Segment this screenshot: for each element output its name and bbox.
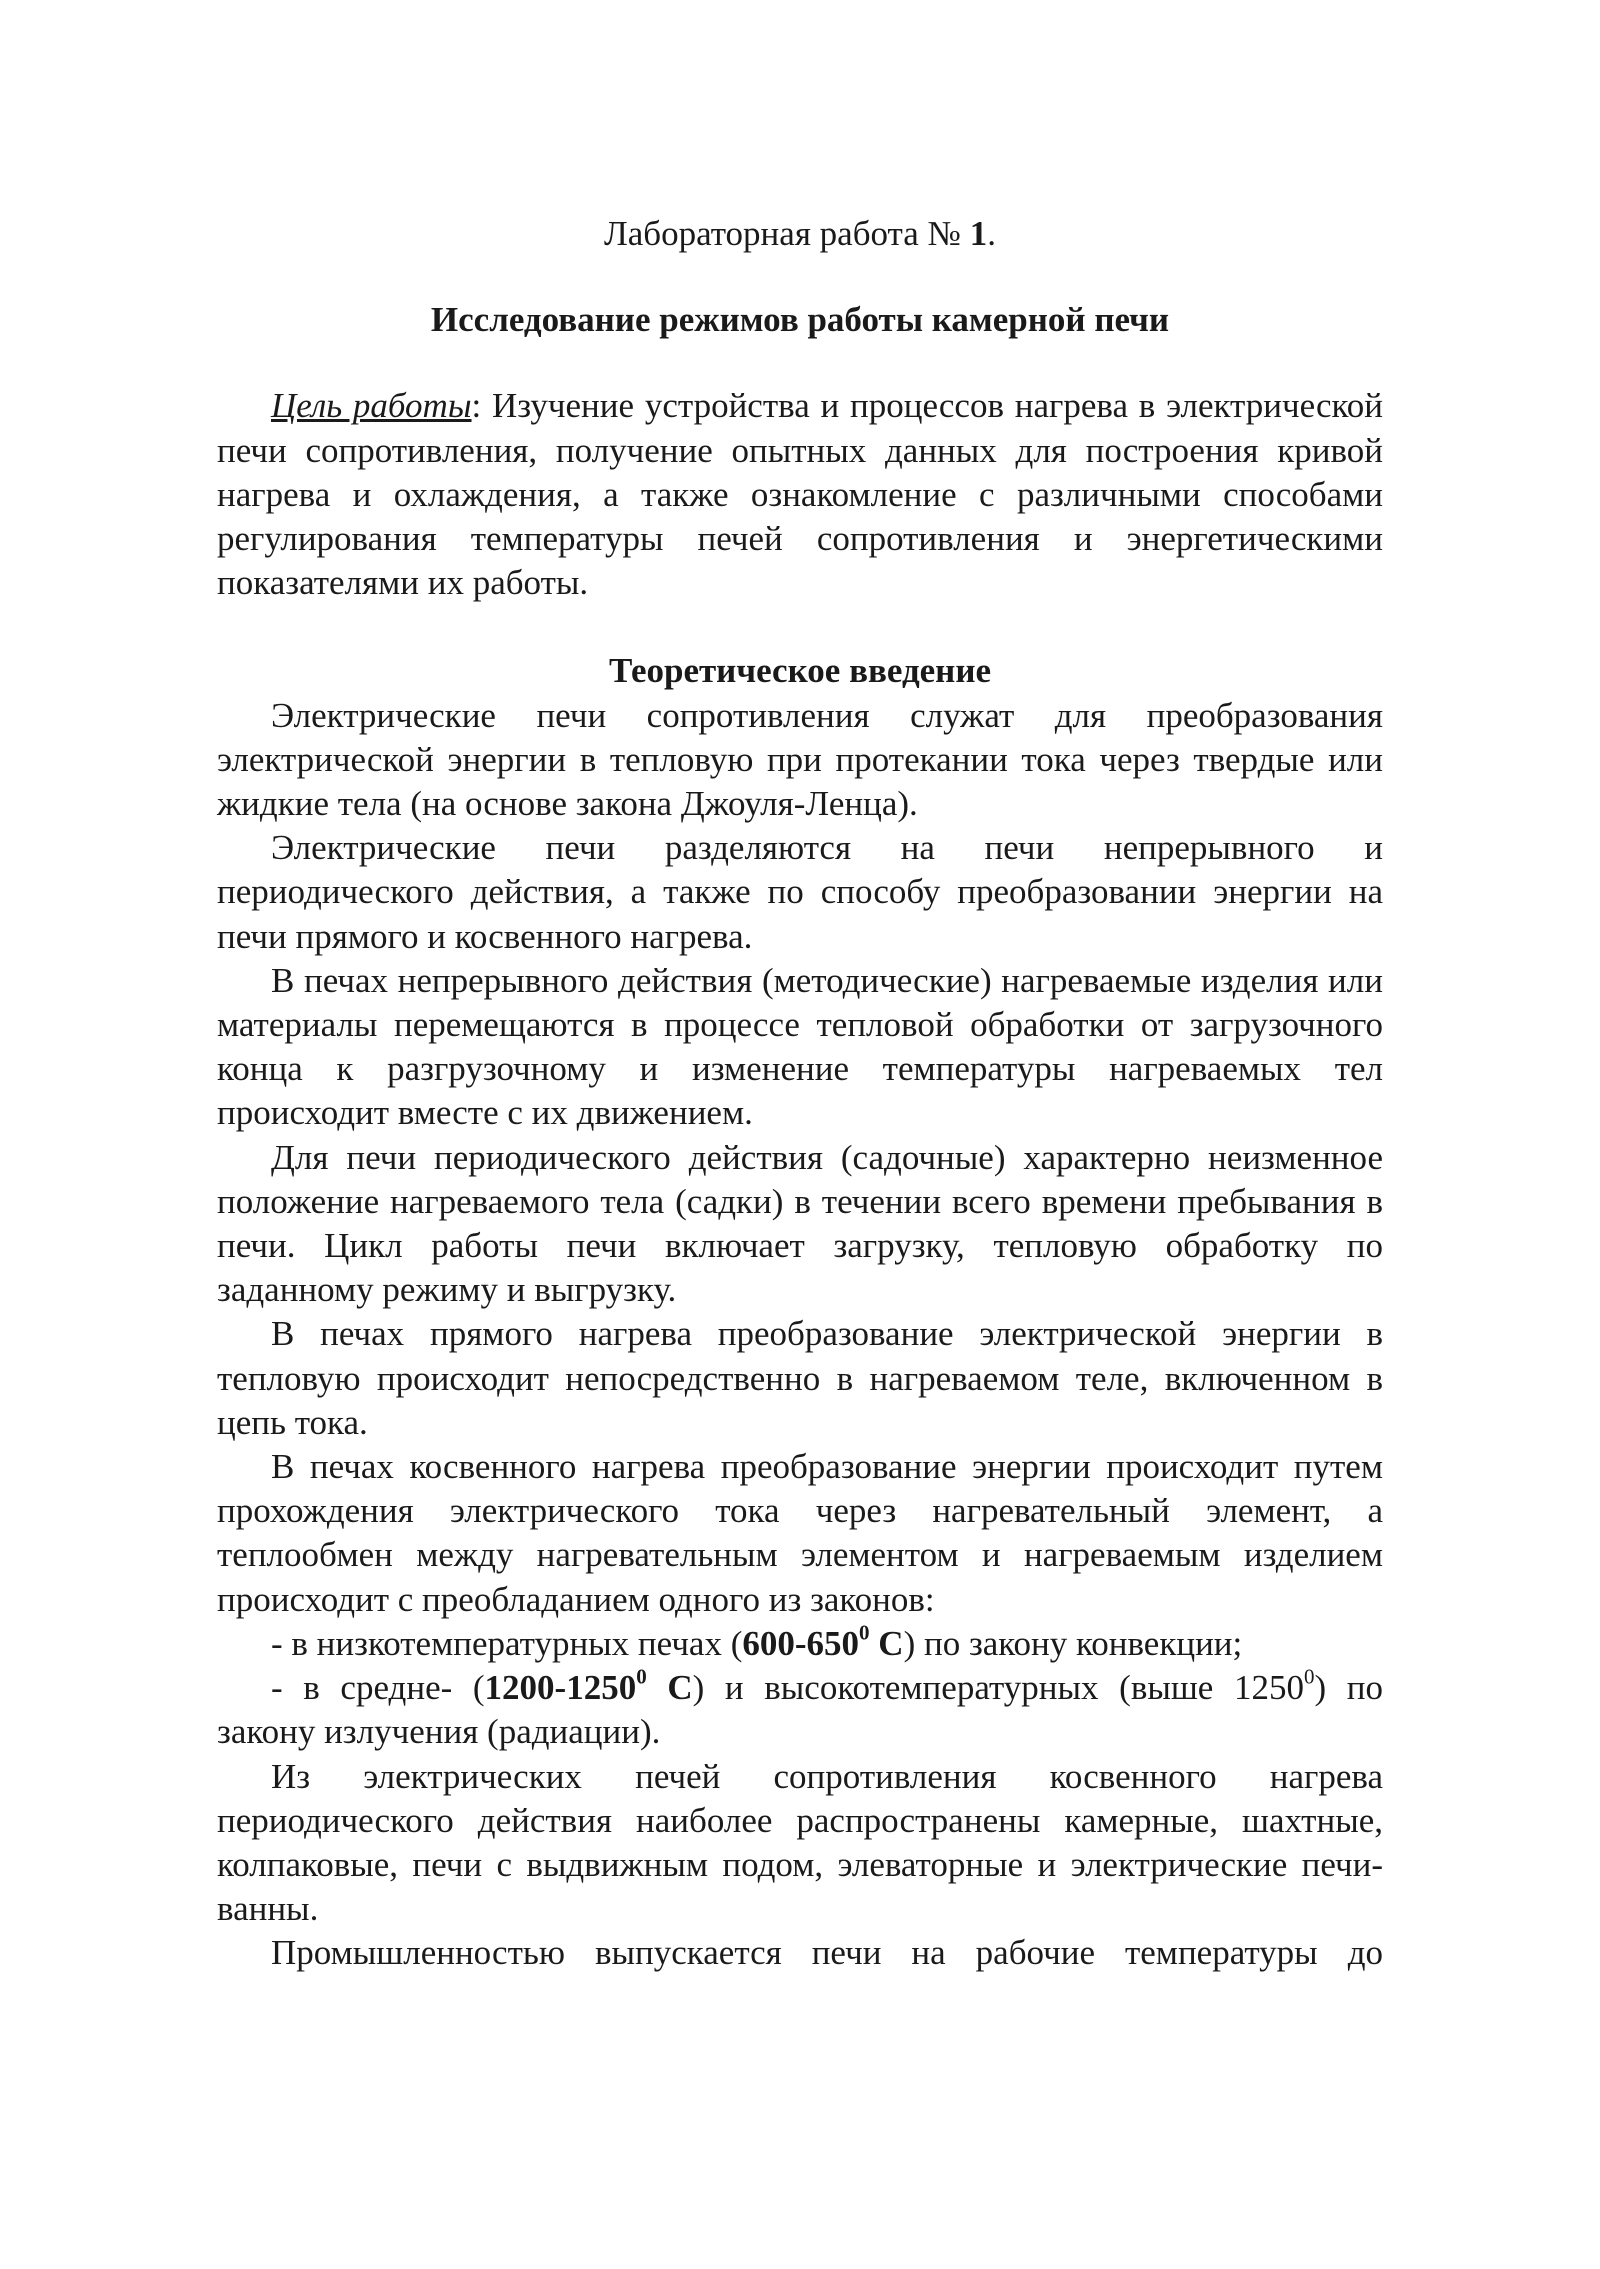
list2-degree: 0: [636, 1664, 647, 1689]
list1-unit: С: [869, 1623, 904, 1663]
list1-range: [742, 1620, 904, 1663]
paragraph-6: В печах косвенного нагрева преобразование энергии происходит путем прохождения электрического тока через нагревательный элемент, а теплообмен между нагревательным элементом и нагреваемым изделием происходит с преобладанием одного из законов:: [217, 1447, 1383, 1619]
section-title: Теоретическое введение: [608, 651, 992, 691]
lab-title-prefix: Лабораторная работа №: [604, 214, 970, 253]
goal-text: : Изучение устройства и процессов нагрева в электрической печи сопротивления, получение опытных данных для построения кривой нагрева и охлаждения, а также ознакомление с различными способами регулирования температуры печей сопротивления и энергетическими показателями их работы.: [217, 386, 1383, 603]
paragraph-2: Электрические печи разделяются на печи непрерывного и периодического действия, а также по способу преобразовании энергии на печи прямого и косвенного нагрева.: [217, 828, 1383, 956]
lab-title-suffix: .: [987, 214, 996, 253]
goal-label: Цель работы: [271, 386, 472, 426]
paragraph-7: Из электрических печей сопротивления косвенного нагрева периодического действия наиболее распространены камерные, шахтные, колпаковые, печи с выдвижным подом, элеваторные и электрические печи-ванны.: [217, 1756, 1383, 1929]
document-page: [217, 212, 1383, 1976]
lab-title: [217, 212, 1383, 256]
list1-degree: 0: [859, 1620, 870, 1645]
list2-range-value: 1200-1250: [484, 1668, 637, 1708]
paragraph-4: Для печи периодического действия (садочные) характерно неизменное положение нагреваемого тела (садки) в течении всего времени пребывания в печи. Цикл работы печи включает загрузку, тепловую обработку по заданному режиму и выгрузку.: [217, 1137, 1383, 1310]
paragraph-3: В печах непрерывного действия (методические) нагреваемые изделия или материалы перемещаются в процессе тепловой обработки от загрузочного конца к разгрузочному и изменение температуры нагреваемых тел происходит вместе с их движением.: [217, 960, 1383, 1133]
list1-suffix: ) по закону конвекции;: [903, 1623, 1243, 1663]
list2-middle: ) и высокотемпературных (выше 1250: [692, 1668, 1304, 1708]
list2-prefix: - в средне- (: [271, 1668, 485, 1708]
list2-unit: С: [646, 1668, 693, 1708]
list2-degree-2: 0: [1303, 1664, 1315, 1689]
goal-paragraph: [217, 384, 1383, 605]
list1-range-value: 600-650: [742, 1623, 860, 1663]
list1-prefix: - в низкотемпературных печах (: [271, 1623, 743, 1663]
paragraph-5: В печах прямого нагрева преобразование электрической энергии в тепловую происходит непосредственно в нагреваемом теле, включенном в цепь тока.: [217, 1314, 1383, 1442]
main-title: Исследование режимов работы камерной печи: [430, 300, 1170, 340]
list-item-mid-high-temp: [217, 1666, 1383, 1754]
paragraph-1: Электрические печи сопротивления служат для преобразования электрической энергии в тепловую при протекании тока через твердые или жидкие тела (на основе закона Джоуля-Ленца).: [217, 695, 1383, 824]
paragraph-8: Промышленностью выпускается печи на рабочие температуры до: [271, 1933, 1383, 1973]
list2-range: [484, 1664, 693, 1708]
list-item-low-temp: [217, 1622, 1383, 1666]
lab-number: 1: [969, 214, 988, 253]
list2-suffix: ) по закону излучения (радиации).: [217, 1668, 1383, 1752]
